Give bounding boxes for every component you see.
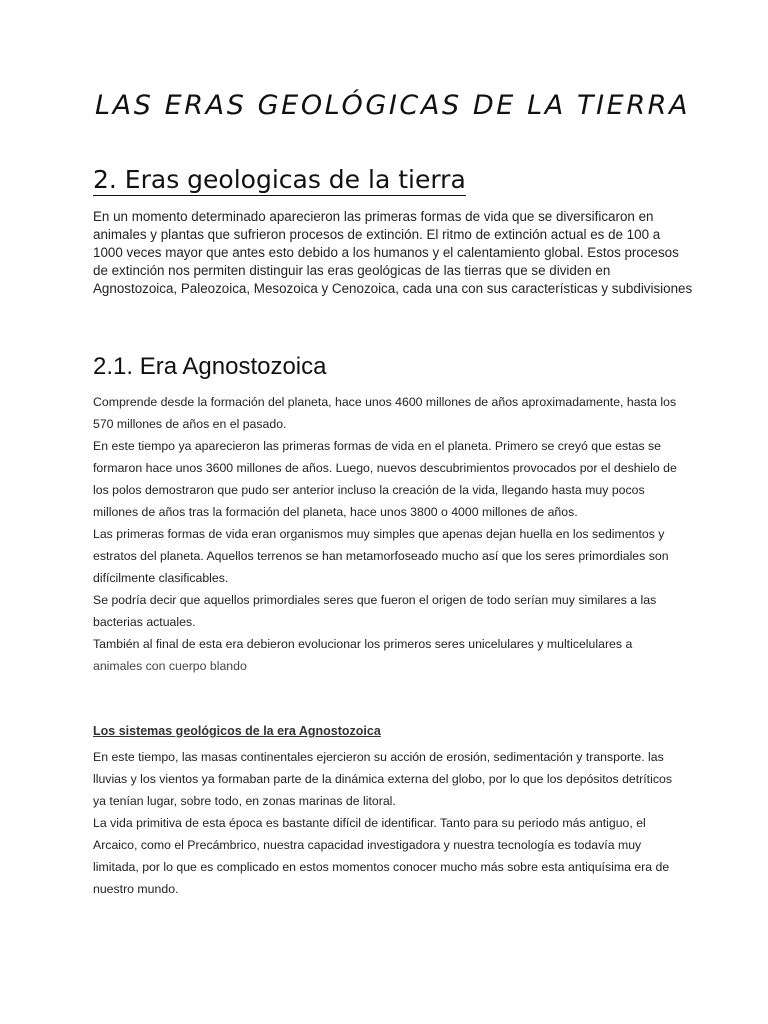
- subsection-body: [93, 391, 683, 677]
- subsection-heading: 2.1. Era Agnostozoica: [93, 353, 327, 380]
- paragraph: [93, 633, 683, 677]
- systems-body: [93, 746, 683, 900]
- page-title: LAS ERAS GEOLÓGICAS DE LA TIERRA: [95, 90, 691, 121]
- paragraph-text: También al final de esta era debieron evolucionar los primeros seres unicelulares y multicelulares a: [93, 637, 633, 651]
- systems-heading-link[interactable]: Los sistemas geológicos de la era Agnostozoica: [93, 724, 381, 738]
- paragraph: Las primeras formas de vida eran organismos muy simples que apenas dejan huella en los sedimentos y estratos del planeta. Aquellos terrenos se han metamorfoseado mucho así que los seres primordiales son difícilmente clasificables.: [93, 527, 669, 585]
- inline-link-text: animales con cuerpo blando: [93, 659, 247, 673]
- paragraph: Se podría decir que aquellos primordiales seres que fueron el origen de todo serían muy similares a las bacterias actuales.: [93, 593, 657, 629]
- paragraph: En este tiempo ya aparecieron las primeras formas de vida en el planeta. Primero se creyó que estas se formaron hace unos 3600 millones de años. Luego, nuevos descubrimientos provocados por el deshielo de los polos demostraron que pudo ser anterior incluso la creación de la vida, llegando hasta muy pocos millones de años tras la formación del planeta, hace unos 3800 o 4000 millones de años.: [93, 439, 677, 519]
- paragraph: Comprende desde la formación del planeta, hace unos 4600 millones de años aproximadamente, hasta los 570 millones de años en el pasado.: [93, 395, 677, 431]
- section-heading: 2. Eras geologicas de la tierra: [93, 165, 466, 194]
- paragraph: La vida primitiva de esta época es bastante difícil de identificar. Tanto para su periodo más antiguo, el Arcaico, como el Precámbrico, nuestra capacidad investigadora y nuestra tecnología es todavía muy limitada, por lo que es complicado en estos momentos conocer mucho más sobre esta antiquísima era de nuestro mundo.: [93, 816, 670, 896]
- paragraph: En este tiempo, las masas continentales ejercieron su acción de erosión, sedimentación y transporte. las lluvias y los vientos ya formaban parte de la dinámica externa del globo, por lo que los depósitos detríticos ya tenían lugar, sobre todo, en zonas marinas de litoral.: [93, 750, 672, 808]
- section-paragraph: En un momento determinado aparecieron las primeras formas de vida que se diversificaron en animales y plantas que sufrieron procesos de extinción. El ritmo de extinción actual es de 100 a 1000 veces mayor que antes esto debido a los humanos y el calentamiento global. Estos procesos de extinción nos permiten distinguir las eras geológicas de las tierras que se dividen en Agnostozoica, Paleozoica, Mesozoica y Cenozoica, cada una con sus características y subdivisiones: [93, 209, 693, 296]
